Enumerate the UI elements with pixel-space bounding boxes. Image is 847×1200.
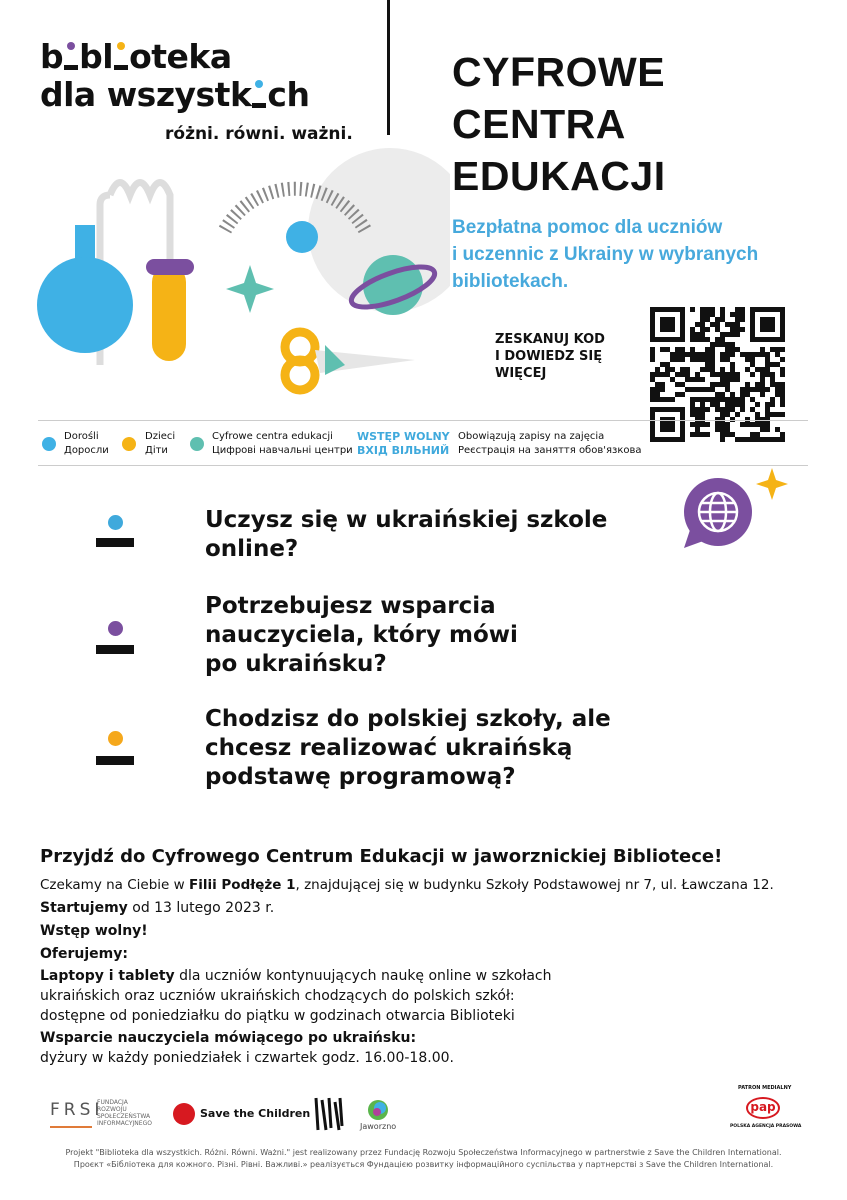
info-start: Startujemy od 13 lutego 2023 r. (40, 900, 275, 916)
info-offer-laptops: Laptopy i tablety dla uczniów kontynuujących naukę online w szkołach ukraińskich oraz uczniów ukraińskich chodzących do polskich szkół: dostępne od poniedziałku do piątku w godzinach otwarcia Biblioteki (40, 968, 552, 1024)
question-bar-icon (96, 538, 134, 547)
frsi-underline (50, 1126, 92, 1128)
jaworzno-icon (367, 1099, 389, 1121)
page-title: CYFROWE CENTRA EDUKACJI (452, 49, 666, 199)
legend-adults: Dorośli Доросли (64, 431, 109, 456)
info-offer: Oferujemy: (40, 946, 128, 962)
jaworzno-logo: Jaworzno (360, 1122, 397, 1131)
pap-full: POLSKA AGENCJA PRASOWA (730, 1124, 802, 1129)
question-dot-icon (108, 515, 123, 530)
save-the-children-logo: Save the Children (200, 1107, 311, 1120)
qr-code[interactable] (650, 307, 785, 442)
science-illustration (30, 135, 450, 395)
question-1: Uczysz się w ukraińskiej szkole online? (205, 507, 608, 562)
legend-children: Dzieci Діти (145, 431, 176, 456)
children-dot-icon (122, 437, 136, 451)
digital-centre-dot-icon (190, 437, 204, 451)
question-bar-icon (96, 645, 134, 654)
subtitle: Bezpłatna pomoc dla uczniów i uczennic z Ukrainy w wybranych bibliotekach. (452, 217, 759, 292)
question-bar-icon (96, 756, 134, 765)
divider (387, 0, 390, 135)
footer-ua: Проєкт «Бібліотека для кожного. Різні. Рівні. Важливі.» реалізується Фундацією розвитку інформаційного суспільства у партнерстві з Save the Children International. (73, 1160, 774, 1169)
question-dot-icon (108, 621, 123, 636)
info-teacher-support: Wsparcie nauczyciela mówiącego po ukraińsku: dyżury w każdy poniedziałek i czwartek godz. 16.00-18.00. (40, 1030, 454, 1066)
legend-digital-centres: Cyfrowe centra edukacji Цифровi навчальнi центри (212, 431, 353, 456)
question-2: Potrzebujesz wsparcia nauczyciela, który mówi po ukraińsku? (205, 593, 518, 677)
frsi-full: FUNDACJA ROZWOJU SPOŁECZEŃSTWA INFORMACYJNEGO (97, 1099, 152, 1127)
question-dot-icon (108, 731, 123, 746)
question-3: Chodzisz do polskiej szkoły, ale chcesz realizować ukraińską podstawę programową? (205, 706, 611, 790)
legend-free-entry: WSTĘP WOLNY ВХІД ВІЛЬНИЙ (357, 430, 450, 457)
info-heading: Przyjdź do Cyfrowego Centrum Edukacji w jaworznickiej Bibliotece! (40, 846, 723, 867)
library-logo (312, 1096, 344, 1132)
footer-pl: Projekt "Biblioteka dla wszystkich. Różni. Równi. Ważni." jest realizowany przez Fundację Rozwoju Społeczeństwa Informacyjnego w partnerstwie z Save the Children International. (65, 1148, 782, 1157)
logo: b bl oteka dla wszystk ch (40, 37, 310, 114)
info-location: Czekamy na Ciebie w Filii Podłęże 1, znajdującej się w budynku Szkoły Podstawowej nr 7, ul. Ławczana 12. (40, 877, 774, 893)
scan-prompt: ZESKANUJ KOD I DOWIEDZ SIĘ WIĘCEJ (495, 332, 605, 381)
frsi-logo: FRSI (50, 1100, 104, 1120)
patron-label: PATRON MEDIALNY (738, 1085, 792, 1091)
divider (38, 420, 808, 421)
info-free: Wstęp wolny! (40, 923, 148, 939)
save-the-children-icon (173, 1103, 195, 1125)
adults-dot-icon (42, 437, 56, 451)
pap-logo: pap (746, 1097, 780, 1119)
tagline: różni. równi. ważni. (165, 124, 353, 144)
globe-chat-icon (680, 460, 790, 555)
legend-signup: Obowiązują zapisy na zajęcia Реєстрація на заняття обов'язкова (458, 431, 642, 456)
